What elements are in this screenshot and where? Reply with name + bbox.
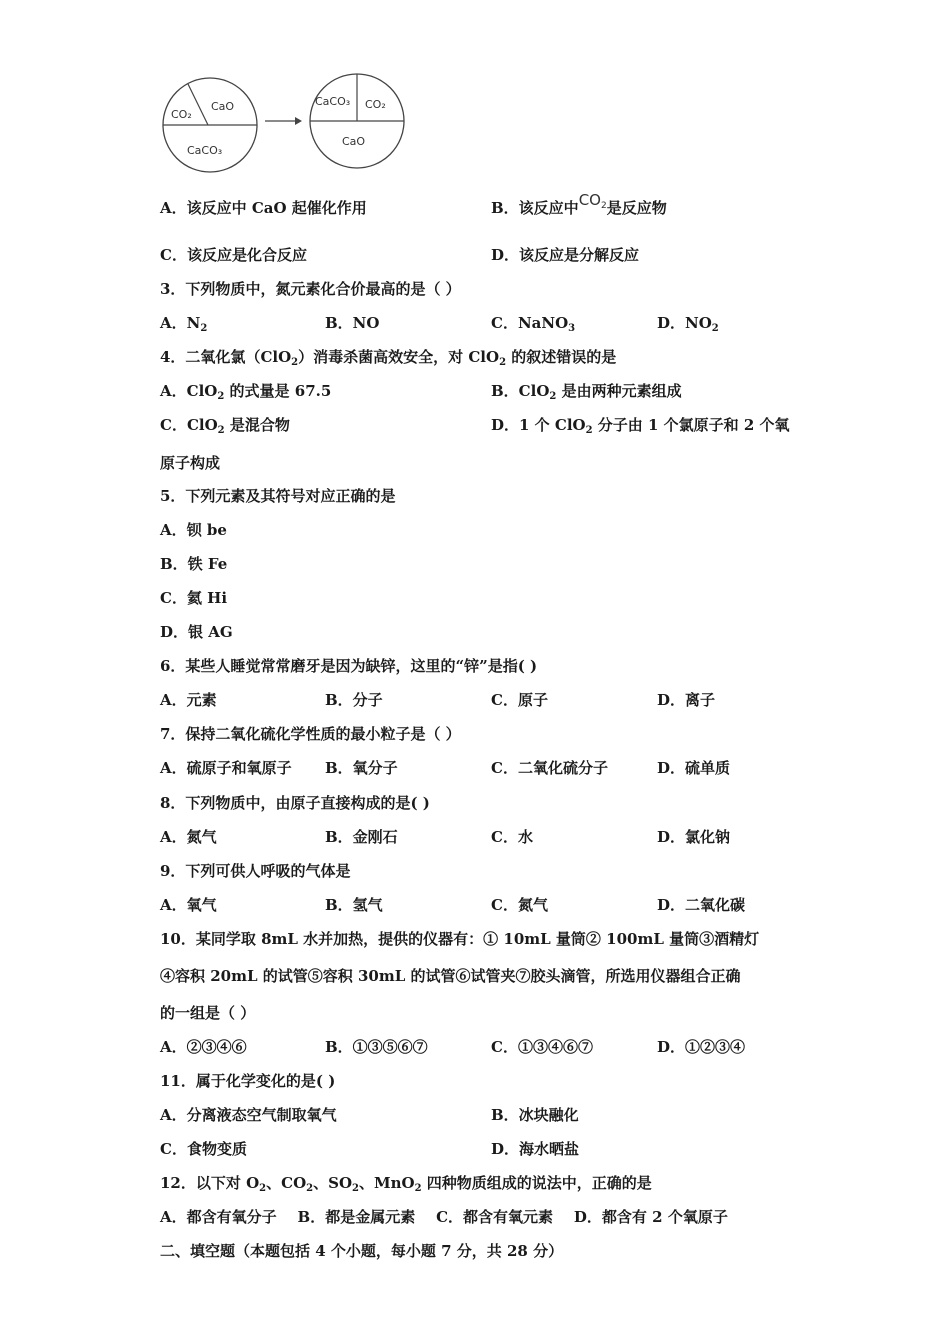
- after-co2-label: CO₂: [365, 98, 386, 111]
- q8-option-b: B．金刚石: [325, 828, 398, 846]
- q4-option-d: D．1 个 ClO$_2$ 分子由 1 个氯原子和 2 个氧: [491, 416, 790, 436]
- q5-stem: 5．下列元素及其符号对应正确的是: [160, 487, 396, 505]
- q10-option-c: C．①③④⑥⑦: [491, 1038, 593, 1056]
- section-heading: 二、填空题（本题包括 4 个小题，每小题 7 分，共 28 分）: [160, 1242, 564, 1260]
- reaction-arrow: [265, 117, 302, 125]
- q12-stem: 12．以下对 $O_2$、$CO_2$、$SO_2$、MnO$_2$ 四种物质组成的说法中，正确的是: [160, 1174, 652, 1194]
- q2-option-c: C．该反应是化合反应: [160, 246, 307, 264]
- q2-option-d: D．该反应是分解反应: [491, 246, 640, 264]
- q9-option-c: C．氮气: [491, 896, 548, 914]
- q7-option-b: B．氧分子: [325, 759, 398, 777]
- q11-option-a: A．分离液态空气制取氧气: [160, 1106, 337, 1124]
- q9-option-b: B．氢气: [325, 896, 383, 914]
- q2-option-b: B．该反应中$CO_2$是反应物: [491, 191, 667, 217]
- q3-option-b: B．NO: [325, 314, 380, 332]
- q5-option-c: C．氦 Hi: [160, 589, 228, 607]
- q7-option-a: A．硫原子和氧原子: [160, 759, 292, 777]
- q7-stem: 7．保持二氧化硫化学性质的最小粒子是（ ）: [160, 725, 461, 743]
- q4-option-b: B．ClO$_2$ 是由两种元素组成: [491, 382, 682, 402]
- co2-symbol: $CO_2$: [578, 191, 607, 211]
- q2-option-a: A．该反应中 CaO 起催化作用: [160, 199, 367, 217]
- after-circle: [310, 74, 404, 168]
- q11-option-c: C．食物变质: [160, 1140, 247, 1158]
- q4-option-a: A．ClO$_2$ 的式量是 67.5: [160, 382, 332, 402]
- q6-option-c: C．原子: [491, 691, 548, 709]
- q6-option-a: A．元素: [160, 691, 217, 709]
- before-circle: [163, 78, 257, 172]
- q8-stem: 8．下列物质中，由原子直接构成的是( ): [160, 794, 430, 812]
- q5-option-b: B．铁 Fe: [160, 555, 228, 573]
- q8-option-d: D．氯化钠: [657, 828, 731, 846]
- before-caco3-label: CaCO₃: [187, 144, 223, 157]
- q5-option-d: D．银 AG: [160, 623, 233, 641]
- q10-stem-line2: ④容积 20mL 的试管⑤容积 30mL 的试管⑥试管夹⑦胶头滴管，所选用仪器组合正确: [160, 967, 741, 985]
- q6-option-d: D．离子: [657, 691, 716, 709]
- after-caco3-label: CaCO₃: [315, 95, 351, 108]
- q10-option-d: D．①②③④: [657, 1038, 746, 1056]
- q4-option-d-continued: 原子构成: [160, 454, 221, 472]
- q8-option-a: A．氮气: [160, 828, 217, 846]
- q12-options: A．都含有氧分子 B．都是金属元素 C．都含有氧元素 D．都含有 2 个氧原子: [160, 1208, 728, 1226]
- q4-stem: 4．二氧化氯（ClO$_2$）消毒杀菌高效安全，对 ClO$_2$ 的叙述错误的是: [160, 348, 617, 368]
- q3-option-d: D．$NO_2$: [657, 314, 719, 334]
- reaction-diagram: [155, 72, 415, 181]
- q3-stem: 3．下列物质中，氮元素化合价最高的是（ ）: [160, 280, 461, 298]
- q11-stem: 11．属于化学变化的是( ): [160, 1072, 336, 1090]
- after-cao-label: CaO: [342, 135, 366, 148]
- q10-stem-line1: 10．某同学取 8mL 水并加热，提供的仪器有：① 10mL 量筒② 100mL 量筒③酒精灯: [160, 930, 760, 948]
- q7-option-c: C．二氧化硫分子: [491, 759, 608, 777]
- q10-option-b: B．①③⑤⑥⑦: [325, 1038, 428, 1056]
- before-cao-label: CaO: [211, 100, 235, 113]
- q11-option-b: B．冰块融化: [491, 1106, 579, 1124]
- q8-option-c: C．水: [491, 828, 533, 846]
- q10-option-a: A．②③④⑥: [160, 1038, 247, 1056]
- q10-stem-line3: 的一组是（ ）: [160, 1004, 256, 1022]
- q5-option-a: A．钡 be: [160, 521, 227, 539]
- q9-stem: 9．下列可供人呼吸的气体是: [160, 862, 351, 880]
- before-co2-label: CO₂: [171, 108, 192, 121]
- q3-option-c: C．NaNO$_3$: [491, 314, 576, 334]
- q3-option-a: A．$N_2$: [160, 314, 208, 334]
- q7-option-d: D．硫单质: [657, 759, 731, 777]
- q6-stem: 6．某些人睡觉常常磨牙是因为缺锌，这里的“锌”是指( ): [160, 657, 538, 675]
- q6-option-b: B．分子: [325, 691, 383, 709]
- q9-option-a: A．氧气: [160, 896, 217, 914]
- q9-option-d: D．二氧化碳: [657, 896, 746, 914]
- q11-option-d: D．海水晒盐: [491, 1140, 580, 1158]
- q4-option-c: C．ClO$_2$ 是混合物: [160, 416, 290, 436]
